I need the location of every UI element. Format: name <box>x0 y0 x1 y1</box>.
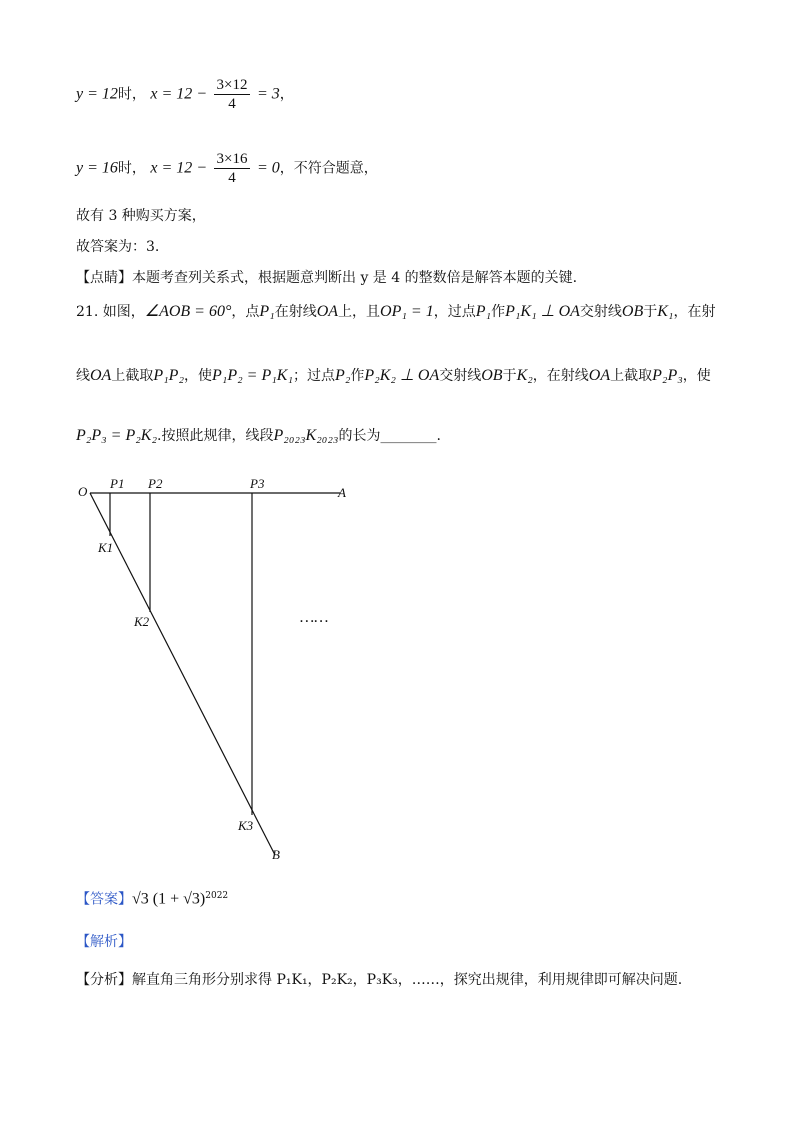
q-text: 交射线 <box>439 368 482 384</box>
when-text: 时， <box>117 160 146 177</box>
angle: ∠AOB = 60° <box>144 303 232 320</box>
answer-block <box>76 886 228 910</box>
q-text: ，使 <box>682 368 711 384</box>
segment-p2p3: P₂P₃ <box>652 367 683 384</box>
fraction <box>214 150 251 187</box>
tail: ， <box>279 86 294 103</box>
label-p3: P3 <box>250 476 265 491</box>
q-text: ；过点 <box>293 368 336 384</box>
fraction <box>214 76 251 113</box>
equation-2: P₂P₃ = P₂K₂ <box>76 427 158 444</box>
label-a: A <box>338 485 346 500</box>
length-op1: OP₁ = 1 <box>380 303 434 320</box>
q-text: 作 <box>491 304 506 320</box>
q-text: 作 <box>350 368 365 384</box>
perpendicular-2: P₂K₂ ⊥ OA <box>364 367 440 384</box>
label-o: O <box>78 484 88 499</box>
when-text: 时， <box>117 86 146 103</box>
q-text: 于 <box>502 368 517 384</box>
comment-tag: 【点睛】 <box>76 270 132 286</box>
ray-oa: OA <box>316 303 339 320</box>
point-p1: P₁ <box>259 303 275 320</box>
fenxi-tag: 【分析】 <box>76 972 132 988</box>
question-21-line3 <box>76 426 441 446</box>
solution-line-y16 <box>76 150 378 187</box>
tail: ，不符合题意， <box>279 160 378 177</box>
q-text: 线 <box>76 368 90 384</box>
numerator: 3×12 <box>214 76 251 95</box>
q-text: .按照此规律，线段 <box>157 428 274 444</box>
ray-ob: OB <box>621 303 644 320</box>
point-k1: K₁ <box>657 303 674 320</box>
label-k2: K2 <box>134 614 150 629</box>
comment-line <box>76 268 577 288</box>
continuation-dots: …… <box>300 609 329 626</box>
q-text: ，过点 <box>433 304 476 320</box>
comment-text: 本题考查列关系式，根据题意判断出 y 是 4 的整数倍是解答本题的关键. <box>132 270 578 286</box>
perpendicular-1: P₁K₁ ⊥ OA <box>505 303 580 320</box>
geometry-figure <box>70 470 370 870</box>
q-text: 上截取 <box>610 368 653 384</box>
label-k1: K1 <box>98 540 114 555</box>
ray-ob-line <box>90 493 275 855</box>
label-b: B <box>272 847 280 862</box>
result: = 0 <box>256 159 280 177</box>
y-value: y = 12 <box>76 85 118 103</box>
q-text: 的长为________. <box>338 428 441 444</box>
q-text: ，在射 <box>673 304 716 320</box>
q-text: 上，且 <box>338 304 381 320</box>
answer-value: √3 (1 + √3) <box>132 890 206 908</box>
q-text: ，在射线 <box>532 368 589 384</box>
answer-tag: 【答案】 <box>76 891 132 908</box>
x-expression: x = 12 − <box>150 159 208 177</box>
q-text: 在射线 <box>274 304 317 320</box>
q-text: 于 <box>643 304 658 320</box>
answer-line: 故答案为：3. <box>76 239 160 255</box>
y-value: y = 16 <box>76 159 118 177</box>
q-text: 上截取 <box>111 368 154 384</box>
result: = 3 <box>256 85 280 103</box>
solution-line-y12 <box>76 76 294 113</box>
denominator: 4 <box>228 170 236 186</box>
denominator: 4 <box>228 96 236 112</box>
q-text: 21. 如图， <box>76 304 145 320</box>
fenxi-text: 解直角三角形分别求得 P₁K₁，P₂K₂，P₃K₃，……，探究出规律，利用规律即可解决问题. <box>132 972 683 988</box>
point-p2: P₂ <box>335 367 351 384</box>
numerator: 3×16 <box>214 150 251 169</box>
ray-oa: OA <box>588 367 611 384</box>
analysis-tag: 【解析】 <box>76 934 132 950</box>
point-k2: K₂ <box>516 367 533 384</box>
fenxi-line <box>76 970 682 990</box>
question-21-line2 <box>76 366 711 386</box>
question-21-line1 <box>76 302 715 322</box>
segment-2023: P₂₀₂₃K₂₀₂₃ <box>273 427 339 444</box>
label-p2: P2 <box>148 476 163 491</box>
equation-1: P₁P₂ = P₁K₁ <box>212 367 294 384</box>
conclusion-line: 故有 3 种购买方案， <box>76 208 206 224</box>
q-text: 交射线 <box>579 304 622 320</box>
answer-exponent: 2022 <box>205 891 229 901</box>
q-text: ，点 <box>231 304 260 320</box>
label-k3: K3 <box>238 818 254 833</box>
segment-p1p2: P₁P₂ <box>153 367 184 384</box>
q-text: ，使 <box>184 368 212 384</box>
x-expression: x = 12 − <box>150 85 208 103</box>
label-p1: P1 <box>110 476 125 491</box>
point-p1: P₁ <box>475 303 492 320</box>
ray-ob: OB <box>481 367 503 384</box>
ray-oa: OA <box>90 367 112 384</box>
